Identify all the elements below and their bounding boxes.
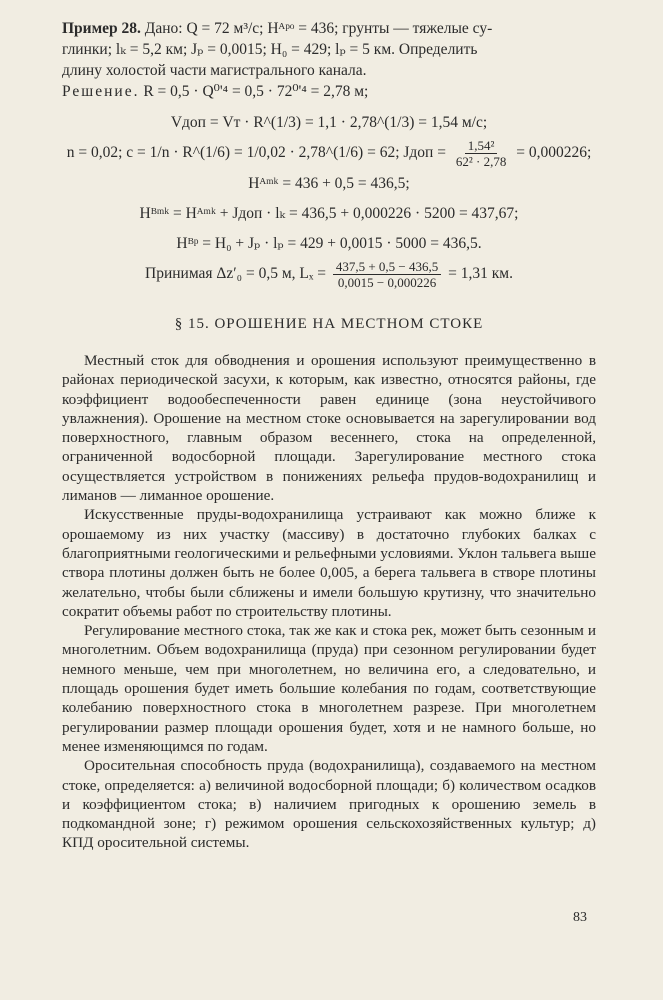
equation-j-denominator: 62² · 2,78 [455, 154, 507, 169]
equation-lx [62, 259, 596, 290]
solution-label: Решение. [62, 83, 140, 100]
equation-r: R = 0,5 · Q⁰'⁴ = 0,5 · 72⁰'⁴ = 2,78 м; [143, 83, 369, 100]
equation-hb: Hᴮᵐᵏ = Hᴬᵐᵏ + Jдоп · lₖ = 436,5 + 0,000226 · 5200 = 437,67; [139, 205, 519, 222]
example-given-line-2: глинки; lₖ = 5,2 км; Jₚ = 0,0015; H₀ = 429; lₚ = 5 км. Определить [62, 41, 478, 58]
equation-n-c-j [62, 138, 596, 169]
paragraph-4: Оросительная способность пруда (водохранилища), создаваемого на местном стоке, определяется: а) величиной водосборной площади; б) количеством осадков и коэффициентом стока; в) наличием пригодных к орошению земель в подкомандной зоне; г) режимом орошения сельскохозяйственных культур; д) КПД оросительной системы. [62, 757, 596, 852]
example-given-line-1: Дано: Q = 72 м³/с; Hᴬᵖᵒ = 436; грунты — тяжелые су- [144, 20, 493, 37]
example-given-line-3: длину холостой части магистрального канала. [62, 62, 367, 79]
equation-lx-numerator: 437,5 + 0,5 − 436,5 [333, 259, 441, 275]
page-content [62, 18, 596, 853]
equation-n: n = 0,02; c = 1/n · R^(1/6) = 1/0,02 · 2,78^(1/6) = 62; [66, 144, 400, 162]
equation-v: Vдоп = Vт · R^(1/3) = 1,1 · 2,78^(1/3) = 1,54 м/с; [170, 114, 488, 131]
page-number: 83 [573, 910, 587, 925]
equation-j-right: = 0,000226; [516, 144, 592, 162]
equation-lx-left: Принимая Δz′₀ = 0,5 м, Lₓ = [145, 265, 326, 283]
equation-j-fraction [453, 138, 509, 169]
paragraph-3: Регулирование местного стока, так же как и стока рек, может быть сезонным и многолетним. Объем водохранилища (пруда) при сезонном регулировании будет немного меньше, чем при многолетнем, но величина его, а следовательно, и площадь орошения будет иметь большие колебания по годам, соответствующие колебанию поверхностного стока в многолетнем разрезе. При многолетнем регулировании размер площади орошения будет, хотя и не намного больше, но менее изменяющимся по годам. [62, 622, 596, 755]
equation-block [62, 108, 596, 290]
equation-j-numerator: 1,54² [465, 138, 498, 154]
section-title: § 15. ОРОШЕНИЕ НА МЕСТНОМ СТОКЕ [174, 316, 484, 332]
paragraph-1: Местный сток для обводнения и орошения используют преимущественно в районах периодической засухи, к которым, как известно, относятся районы, где коэффициент водообеспеченности равен единице (зона неустойчивого увлажнения). Орошение на местном стоке основывается на зарегулировании вод поверхностного, главным образом весеннего, стока на определенной, ограниченной водосборной площади. Зарегулирование местного стока осуществляется устройством в понижениях рельефа прудов-водохранилищ и лиманов — лиманное орошение. [62, 352, 596, 505]
paragraph-2: Искусственные пруды-водохранилища устраивают как можно ближе к орошаемому из них участку (массиву) в достаточно глубоких балках с благоприятными геологическими и рельефными условиями. Уклон тальвега выше створа плотины должен быть не более 0,005, а берега тальвега в створе плотины желательно, чтобы были сближены и имели большую крутизну, что значительно сократит объемы работ по строительству плотины. [62, 506, 596, 620]
equation-lx-right: = 1,31 км. [448, 265, 513, 283]
equation-j-left: Jдоп = [403, 144, 446, 162]
equation-hb-p: Hᴮᵖ = H₀ + Jₚ · lₚ = 429 + 0,0015 · 5000 = 436,5. [176, 235, 482, 252]
solution-first-line [62, 81, 596, 102]
example-label: Пример 28. [62, 20, 141, 37]
equation-lx-denominator: 0,0015 − 0,000226 [337, 275, 437, 290]
example-statement [62, 18, 596, 81]
equation-lx-fraction [333, 259, 441, 290]
equation-ha: Hᴬᵐᵏ = 436 + 0,5 = 436,5; [248, 175, 410, 192]
